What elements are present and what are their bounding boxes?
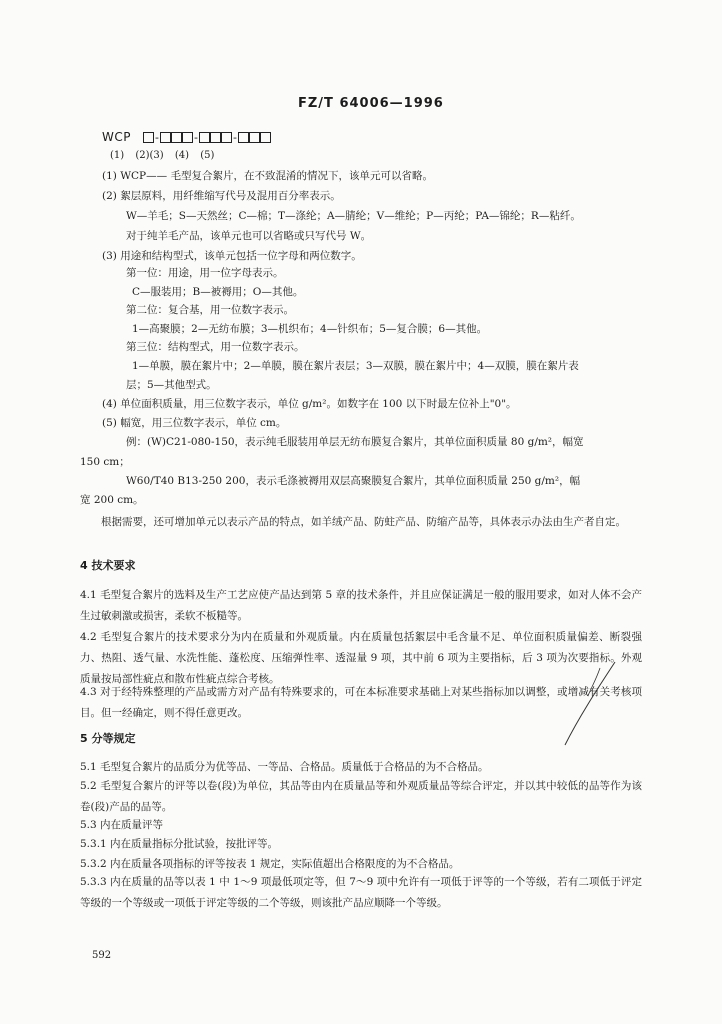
page-number: 592	[92, 950, 112, 961]
text-line: (3) 用途和结构型式，该单元包括一位字母和两位数字。	[102, 250, 362, 262]
text-line: 1—高聚膜；2—无纺布膜；3—机织布；4—针织布；5—复合膜；6—其他。	[132, 323, 488, 335]
code-box	[199, 132, 210, 143]
product-code-diagram	[102, 130, 271, 144]
paragraph: 5.3.2 内在质量各项指标的评等按表 1 规定，实际值超出合格限度的为不合格品。	[80, 858, 460, 870]
paragraph: 4.3 对于经特殊整理的产品或需方对产品有特殊要求的，可在本标准要求基础上对某些指标加以调整，或增减有关考核项目。但一经确定，则不得任意更改。	[80, 686, 642, 719]
code-dash: -	[232, 130, 237, 144]
text-line: 层；5—其他型式。	[126, 379, 217, 391]
paragraph: 5.1 毛型复合絮片的品质分为优等品、一等品、合格品。质量低于合格品的为不合格品。	[80, 761, 489, 773]
subsection-heading: 5.3 内在质量评等	[80, 819, 164, 831]
code-box	[238, 132, 249, 143]
paragraph: 4.1 毛型复合絮片的选料及生产工艺应使产品达到第 5 章的技术条件，并且应保证满足一般的服用要求，如对人体不会产生过敏刺激或损害，柔软不板糙等。	[80, 589, 642, 622]
text-line: 第一位：用途，用一位字母表示。	[126, 267, 284, 279]
code-box	[260, 132, 271, 143]
paragraph: 5.3.3 内在质量的品等以表 1 中 1～9 项最低项定等，但 7～9 项中允许有一项低于评等的一个等级，若有二项低于评定等级的一个等级或一项低于评定等级的二个等级，则该批产品应顺降一个等级。	[80, 876, 642, 909]
code-box	[143, 132, 154, 143]
section-heading: 5 分等规定	[80, 732, 136, 745]
text-line: (4) 单位面积质量，用三位数字表示，单位 g/m²。如数字在 100 以下时最左位补上"0"。	[102, 398, 517, 410]
paragraph: 5.2 毛型复合絮片的评等以卷(段)为单位，其品等由内在质量品等和外观质量品等综合评定，并以其中较低的品等作为该卷(段)产品的品等。	[80, 780, 642, 813]
text-line: 第三位：结构型式，用一位数字表示。	[126, 341, 305, 353]
text-line: 例：(W)C21-080-150，表示纯毛服装用单层无纺布膜复合絮片，其单位面积质量 80 g/m²，幅宽	[126, 436, 584, 448]
text-line: W—羊毛；S—天然丝；C—棉；T—涤纶；A—腈纶；V—维纶；P—丙纶；PA—锦纶；R—粘纤。	[126, 210, 581, 222]
text-line: (1) WCP—— 毛型复合絮片，在不致混淆的情况下，该单元可以省略。	[102, 170, 433, 182]
code-box	[171, 132, 182, 143]
text-line: 宽 200 cm。	[80, 494, 144, 506]
code-box	[210, 132, 221, 143]
section-heading: 4 技术要求	[80, 559, 136, 572]
code-label: WCP	[102, 130, 131, 144]
paragraph: 根据需要，还可增加单元以表示产品的特点，如羊绒产品、防蛀产品、防缩产品等，具体表示办法由生产者自定。	[101, 516, 626, 528]
paragraph: 5.3.1 内在质量指标分批试验，按批评等。	[80, 838, 279, 850]
text-line: 第二位：复合基，用一位数字表示。	[126, 304, 294, 316]
text-line: 150 cm；	[80, 456, 130, 468]
text-line: (5) 幅宽，用三位数字表示，单位 cm。	[102, 417, 287, 429]
text-line: 1—单膜，膜在絮片中；2—单膜，膜在絮片表层；3—双膜，膜在絮片中；4—双膜，膜在絮片表	[132, 360, 579, 372]
code-position-numbers: (1) (2)(3) (4) (5)	[110, 150, 215, 161]
code-box	[249, 132, 260, 143]
text-line: W60/T40 B13-250 200，表示毛涤被褥用双层高聚膜复合絮片，其单位面积质量 250 g/m²，幅	[126, 475, 581, 487]
paragraph: 4.2 毛型复合絮片的技术要求分为内在质量和外观质量。内在质量包括絮层中毛含量不足、单位面积质量偏差、断裂强力、热阻、透气量、水洗性能、蓬松度、压缩弹性率、透湿量 9 项，其中前 6 项为主要指标，后 3 项为次要指标。外观质量按局部性疵点和散布性疵点综合考核。	[80, 631, 642, 685]
text-line: C—服装用；B—被褥用；O—其他。	[132, 286, 304, 298]
code-box	[221, 132, 232, 143]
code-box	[182, 132, 193, 143]
text-line: 对于纯羊毛产品，该单元也可以省略或只写代号 W。	[126, 230, 372, 242]
standard-number-header: FZ/T 64006—1996	[298, 96, 444, 111]
text-line: (2) 絮层原料，用纤维缩写代号及混用百分率表示。	[102, 190, 341, 202]
code-dash: -	[154, 130, 159, 144]
pen-mark	[560, 660, 620, 750]
code-dash: -	[193, 130, 198, 144]
code-box	[160, 132, 171, 143]
